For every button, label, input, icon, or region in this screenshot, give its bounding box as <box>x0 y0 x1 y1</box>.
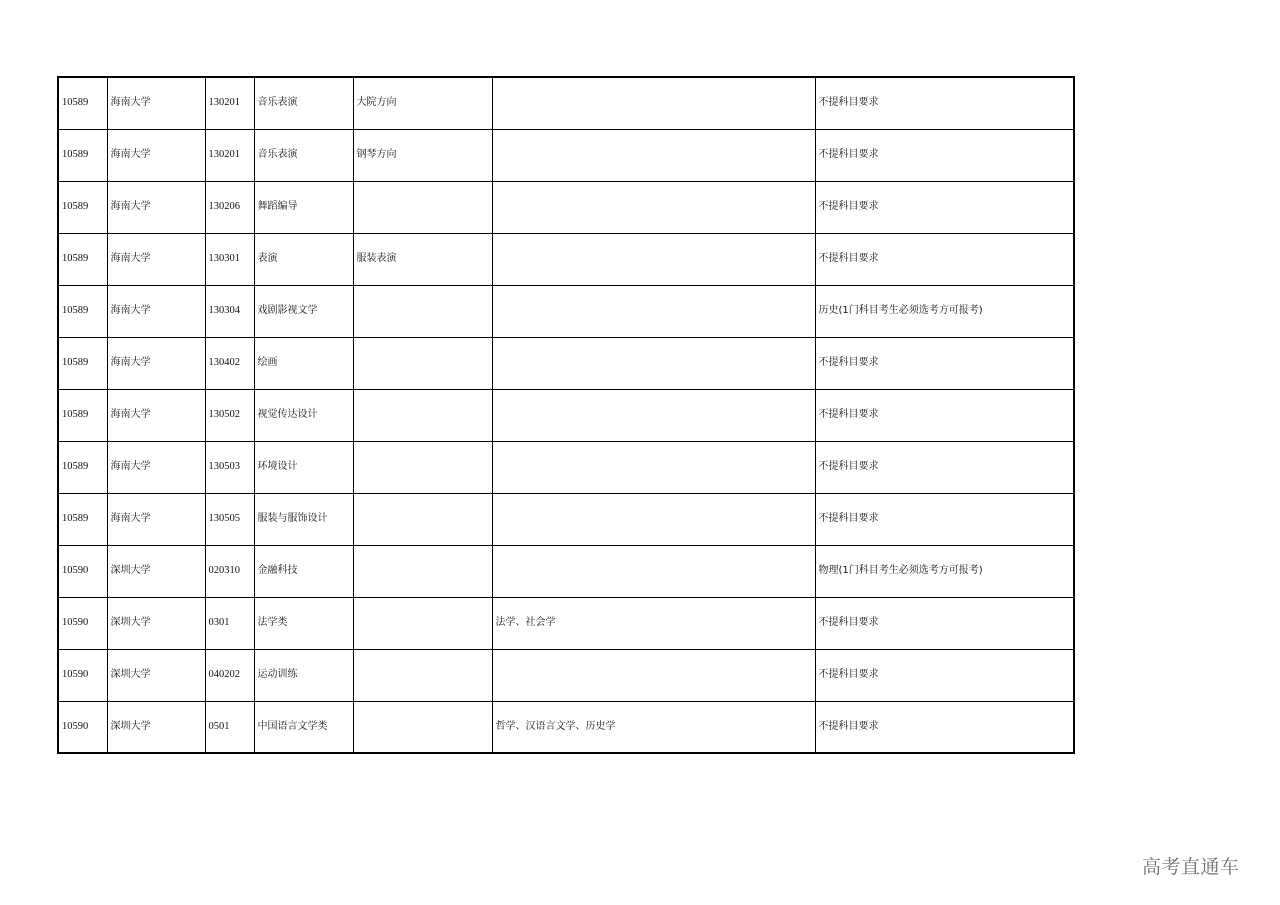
school-name-cell: 深圳大学 <box>107 649 205 701</box>
table-row <box>58 181 1074 233</box>
major-code-cell: 0501 <box>205 701 254 753</box>
school-code-cell: 10589 <box>58 389 107 441</box>
direction-cell: 钢琴方向 <box>353 129 492 181</box>
subject-requirement-cell: 不提科目要求 <box>815 649 1074 701</box>
direction-cell <box>353 597 492 649</box>
table-row <box>58 441 1074 493</box>
subject-requirement-cell: 历史(1门科目考生必须选考方可报考) <box>815 285 1074 337</box>
subject-requirements-table <box>57 76 1075 754</box>
major-name-cell: 视觉传达设计 <box>254 389 353 441</box>
included-majors-cell <box>492 337 815 389</box>
major-code-cell: 040202 <box>205 649 254 701</box>
direction-cell <box>353 441 492 493</box>
subject-requirement-cell: 不提科目要求 <box>815 77 1074 129</box>
table-row <box>58 545 1074 597</box>
subject-requirement-cell: 不提科目要求 <box>815 389 1074 441</box>
school-code-cell: 10589 <box>58 337 107 389</box>
included-majors-cell <box>492 441 815 493</box>
subject-requirement-cell: 不提科目要求 <box>815 337 1074 389</box>
included-majors-cell <box>492 493 815 545</box>
direction-cell <box>353 493 492 545</box>
school-code-cell: 10590 <box>58 701 107 753</box>
school-code-cell: 10590 <box>58 545 107 597</box>
major-name-cell: 戏剧影视文学 <box>254 285 353 337</box>
school-code-cell: 10590 <box>58 649 107 701</box>
table-row <box>58 493 1074 545</box>
included-majors-cell <box>492 129 815 181</box>
school-name-cell: 海南大学 <box>107 77 205 129</box>
table-row <box>58 597 1074 649</box>
table-body <box>58 77 1074 753</box>
major-code-cell: 130505 <box>205 493 254 545</box>
school-code-cell: 10589 <box>58 181 107 233</box>
major-name-cell: 服装与服饰设计 <box>254 493 353 545</box>
major-code-cell: 130503 <box>205 441 254 493</box>
school-code-cell: 10589 <box>58 493 107 545</box>
included-majors-cell: 哲学、汉语言文学、历史学 <box>492 701 815 753</box>
major-name-cell: 运动训练 <box>254 649 353 701</box>
major-name-cell: 音乐表演 <box>254 77 353 129</box>
table-row <box>58 285 1074 337</box>
major-code-cell: 130201 <box>205 77 254 129</box>
direction-cell <box>353 649 492 701</box>
school-name-cell: 深圳大学 <box>107 545 205 597</box>
direction-cell <box>353 389 492 441</box>
direction-cell: 大院方向 <box>353 77 492 129</box>
subject-requirement-cell: 不提科目要求 <box>815 129 1074 181</box>
direction-cell: 服装表演 <box>353 233 492 285</box>
included-majors-cell <box>492 77 815 129</box>
school-name-cell: 海南大学 <box>107 285 205 337</box>
included-majors-cell <box>492 285 815 337</box>
direction-cell <box>353 337 492 389</box>
major-code-cell: 130201 <box>205 129 254 181</box>
major-name-cell: 表演 <box>254 233 353 285</box>
table-row <box>58 701 1074 753</box>
included-majors-cell <box>492 233 815 285</box>
subject-requirement-cell: 不提科目要求 <box>815 701 1074 753</box>
major-code-cell: 130206 <box>205 181 254 233</box>
major-code-cell: 130301 <box>205 233 254 285</box>
included-majors-cell <box>492 545 815 597</box>
direction-cell <box>353 545 492 597</box>
major-name-cell: 金融科技 <box>254 545 353 597</box>
school-name-cell: 海南大学 <box>107 493 205 545</box>
table-row <box>58 129 1074 181</box>
school-code-cell: 10589 <box>58 233 107 285</box>
school-name-cell: 海南大学 <box>107 337 205 389</box>
major-name-cell: 音乐表演 <box>254 129 353 181</box>
subject-requirement-cell: 不提科目要求 <box>815 493 1074 545</box>
table-row <box>58 389 1074 441</box>
direction-cell <box>353 285 492 337</box>
table-row <box>58 233 1074 285</box>
school-name-cell: 海南大学 <box>107 181 205 233</box>
subject-requirement-cell: 不提科目要求 <box>815 233 1074 285</box>
table-row <box>58 337 1074 389</box>
major-name-cell: 舞蹈编导 <box>254 181 353 233</box>
school-code-cell: 10589 <box>58 441 107 493</box>
included-majors-cell <box>492 649 815 701</box>
watermark-text: 高考直通车 <box>1142 856 1240 878</box>
school-name-cell: 深圳大学 <box>107 701 205 753</box>
major-code-cell: 130402 <box>205 337 254 389</box>
major-name-cell: 法学类 <box>254 597 353 649</box>
subject-requirement-cell: 不提科目要求 <box>815 597 1074 649</box>
school-name-cell: 深圳大学 <box>107 597 205 649</box>
subject-requirement-cell: 不提科目要求 <box>815 441 1074 493</box>
direction-cell <box>353 701 492 753</box>
table-row <box>58 77 1074 129</box>
major-name-cell: 环境设计 <box>254 441 353 493</box>
school-code-cell: 10590 <box>58 597 107 649</box>
table-row <box>58 649 1074 701</box>
major-code-cell: 130502 <box>205 389 254 441</box>
direction-cell <box>353 181 492 233</box>
major-name-cell: 中国语言文学类 <box>254 701 353 753</box>
included-majors-cell: 法学、社会学 <box>492 597 815 649</box>
included-majors-cell <box>492 389 815 441</box>
subject-requirement-cell: 不提科目要求 <box>815 181 1074 233</box>
included-majors-cell <box>492 181 815 233</box>
school-name-cell: 海南大学 <box>107 441 205 493</box>
major-code-cell: 020310 <box>205 545 254 597</box>
major-code-cell: 130304 <box>205 285 254 337</box>
school-code-cell: 10589 <box>58 285 107 337</box>
subject-requirement-cell: 物理(1门科目考生必须选考方可报考) <box>815 545 1074 597</box>
school-name-cell: 海南大学 <box>107 233 205 285</box>
school-name-cell: 海南大学 <box>107 129 205 181</box>
school-name-cell: 海南大学 <box>107 389 205 441</box>
major-name-cell: 绘画 <box>254 337 353 389</box>
school-code-cell: 10589 <box>58 129 107 181</box>
school-code-cell: 10589 <box>58 77 107 129</box>
major-code-cell: 0301 <box>205 597 254 649</box>
